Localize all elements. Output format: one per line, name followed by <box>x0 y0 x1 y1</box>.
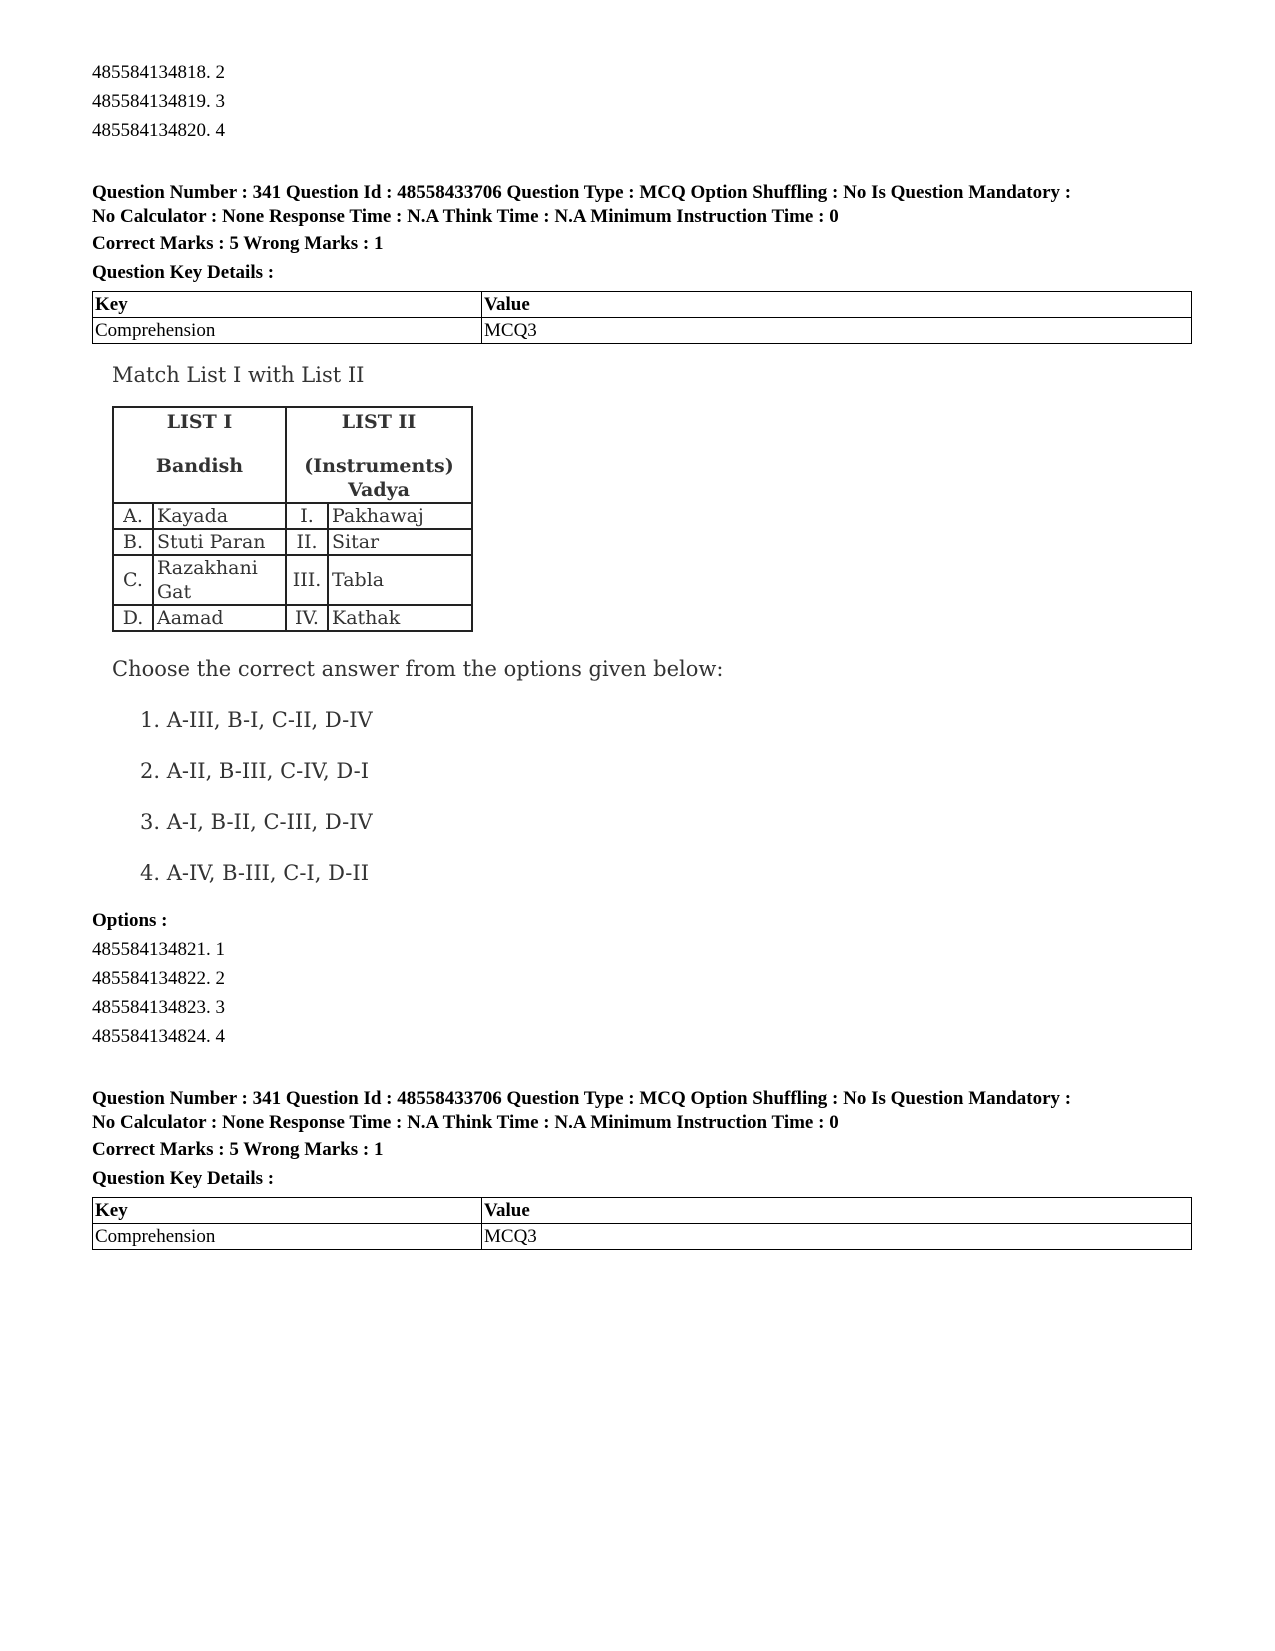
table-header-value: Value <box>482 292 1192 318</box>
table-row <box>113 503 472 529</box>
list2-header-cell <box>286 407 472 503</box>
match-table-header <box>113 407 472 503</box>
question-prompt: Choose the correct answer from the options given below: <box>112 657 724 681</box>
option-line: 485584134824. 4 <box>92 1026 225 1047</box>
answer-choice: 3. A-I, B-II, C-III, D-IV <box>140 810 373 834</box>
options-list <box>92 935 1192 1051</box>
row-item: Razakhani Gat <box>153 555 286 605</box>
table-cell-key: Comprehension <box>93 1224 482 1250</box>
row-match: Sitar <box>328 529 472 555</box>
answer-choice: 1. A-III, B-I, C-II, D-IV <box>140 708 373 732</box>
row-letter: C. <box>113 555 153 605</box>
match-table <box>112 406 473 632</box>
option-line: 485584134819. 3 <box>92 91 225 112</box>
table-cell-value: MCQ3 <box>482 318 1192 344</box>
list2-header: LIST II <box>341 411 417 433</box>
key-details-label: Question Key Details : <box>92 1168 275 1189</box>
options-label: Options : <box>92 910 168 931</box>
question-intro: Match List I with List II <box>112 363 365 387</box>
row-roman: I. <box>286 503 328 529</box>
previous-options-list <box>92 58 1192 145</box>
question-image <box>112 360 1192 888</box>
answer-choice: 4. A-IV, B-III, C-I, D-II <box>140 861 369 885</box>
table-header-row <box>93 292 1192 318</box>
option-line: 485584134823. 3 <box>92 997 225 1018</box>
marks-line: Correct Marks : 5 Wrong Marks : 1 <box>92 1139 384 1160</box>
question-meta-line-2: No Calculator : None Response Time : N.A Think Time : N.A Minimum Instruction Time : 0 <box>92 206 839 227</box>
row-roman: IV. <box>286 605 328 631</box>
key-details-table <box>92 1197 1192 1250</box>
key-details-label: Question Key Details : <box>92 262 275 283</box>
option-line: 485584134822. 2 <box>92 968 225 989</box>
list1-subheader: Bandish <box>155 455 244 477</box>
row-item: Stuti Paran <box>153 529 286 555</box>
table-header-value: Value <box>482 1198 1192 1224</box>
table-row <box>113 555 472 605</box>
option-line: 485584134820. 4 <box>92 120 225 141</box>
table-row <box>113 605 472 631</box>
question-meta-line-2: No Calculator : None Response Time : N.A Think Time : N.A Minimum Instruction Time : 0 <box>92 1112 839 1133</box>
row-letter: A. <box>113 503 153 529</box>
question-meta-line-1: Question Number : 341 Question Id : 48558433706 Question Type : MCQ Option Shuffling : No Is Question Mandatory : <box>92 182 1072 203</box>
question-meta-block <box>92 1087 1192 1250</box>
table-header-key: Key <box>93 292 482 318</box>
document-page <box>92 58 1192 1250</box>
row-roman: III. <box>286 555 328 605</box>
list1-header: LIST I <box>166 411 233 433</box>
row-letter: D. <box>113 605 153 631</box>
table-row <box>113 529 472 555</box>
table-row <box>93 318 1192 344</box>
row-letter: B. <box>113 529 153 555</box>
answer-choice: 2. A-II, B-III, C-IV, D-I <box>140 759 369 783</box>
row-match: Pakhawaj <box>328 503 472 529</box>
key-details-table <box>92 291 1192 344</box>
table-header-row <box>93 1198 1192 1224</box>
table-header-key: Key <box>93 1198 482 1224</box>
table-row <box>93 1224 1192 1250</box>
list2-subheader: (Instruments) Vadya <box>304 455 454 501</box>
option-line: 485584134821. 1 <box>92 939 225 960</box>
question-meta-line-1: Question Number : 341 Question Id : 48558433706 Question Type : MCQ Option Shuffling : No Is Question Mandatory : <box>92 1088 1072 1109</box>
marks-line: Correct Marks : 5 Wrong Marks : 1 <box>92 233 384 254</box>
table-cell-key: Comprehension <box>93 318 482 344</box>
list1-header-cell <box>113 407 286 503</box>
row-match: Kathak <box>328 605 472 631</box>
row-item: Kayada <box>153 503 286 529</box>
table-cell-value: MCQ3 <box>482 1224 1192 1250</box>
question-meta-block <box>92 181 1192 344</box>
row-item: Aamad <box>153 605 286 631</box>
option-line: 485584134818. 2 <box>92 62 225 83</box>
row-match: Tabla <box>328 555 472 605</box>
row-roman: II. <box>286 529 328 555</box>
